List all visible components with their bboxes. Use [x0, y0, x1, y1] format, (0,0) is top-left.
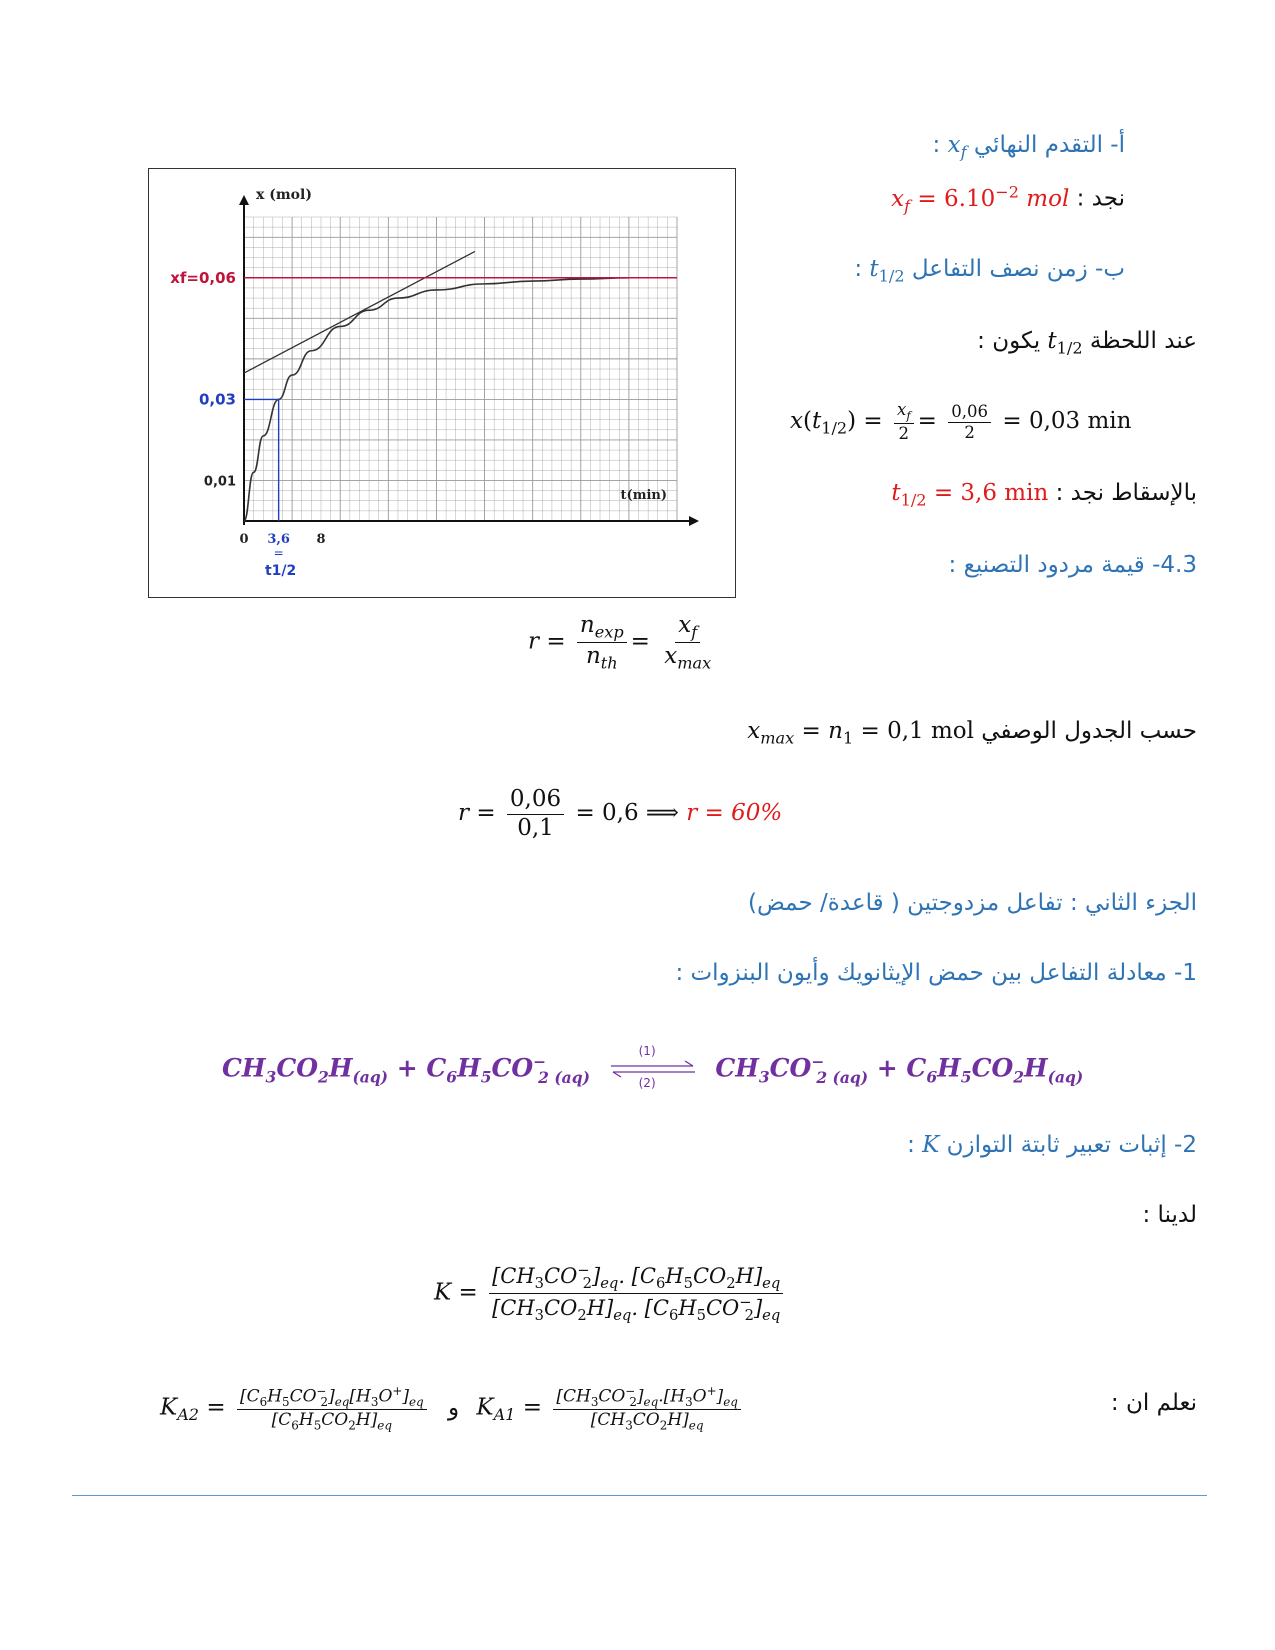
page-divider — [72, 1495, 1207, 1496]
xmax-expr: $x_{max} = n_1 = 0,1$ mol — [747, 718, 974, 748]
x-tick-label: 8 — [316, 532, 326, 547]
equilibrium-arrows: (1) (2) — [607, 1050, 699, 1090]
y-tick-label: xf=0,06 — [170, 268, 236, 287]
t-half-result: $t_{1/2} = 3,6$ min — [891, 480, 1049, 510]
find-label: نجد : — [1076, 185, 1125, 212]
we-have-label: لدينا : — [1142, 1202, 1197, 1228]
y-tick-label: 0,03 — [198, 390, 236, 409]
xmax-line: حسب الجدول الوصفي $x_{max} = n_1 = 0,1$ mol — [747, 718, 1197, 748]
y-axis-arrow-icon — [239, 195, 249, 205]
equals-mark: = — [273, 546, 284, 560]
reaction-equation: $CH_3CO_2H_{(aq)} + C_6H_5CO^-_{2 (aq)}$ (1) (2) $CH_3CO^-_{2 (aq)} + C_6H_5CO_2H_{(aq)}$ — [222, 1044, 1084, 1090]
part2-title: الجزء الثاني : تفاعل مزدوجتين ( قاعدة/ حمض) — [748, 890, 1197, 916]
x-half-equation: $x(t_{1/2})$ = $\frac{x_f}{2}$ = $\frac{0,06}{2}$ = 0,03 min — [790, 400, 1132, 444]
xf-result-line — [891, 182, 1125, 215]
q1-title: 1- معادلة التفاعل بين حمض الإيثانويك وأيون البنزوات : — [675, 960, 1197, 986]
chart-svg — [149, 169, 735, 597]
x-axis-label: t(min) — [620, 488, 667, 503]
xf-result: $x_f = 6.10^{-2}$ mol — [891, 182, 1070, 216]
y-axis-label: x (mol) — [256, 187, 312, 203]
section-a-title: أ- التقدم النهائي $x_f$ : — [932, 132, 1125, 162]
ka-expressions: $K_{A2}$ = $\frac{[C_6H_5CO^-_2]_{eq}[H_3O^+]_{eq}}{[C_6H_5CO_2H]_{eq}}$ و $K_{A1}$ = $\frac{[CH_3CO^-_2]_{eq}.[H_3O^+]_{eq}}{[CH_3CO_2H]_{eq}}$ — [160, 1384, 745, 1433]
we-know-label: نعلم ان : — [1110, 1390, 1197, 1416]
instant-line: عند اللحظة $t_{1/2}$ يكون : — [977, 328, 1197, 358]
t-half-label: t1/2 — [264, 563, 297, 579]
projection-line: بالإسقاط نجد : $t_{1/2} = 3,6$ min — [891, 480, 1197, 510]
x-axis-arrow-icon — [689, 516, 699, 526]
yield-calc: r = $\frac{0,06}{0,1}$ = 0,6 ⟹ r = 60% — [458, 786, 783, 841]
progress-chart — [148, 168, 736, 598]
section-b-title: ب- زمن نصف التفاعل $t_{1/2}$ : — [854, 256, 1125, 286]
yield-result: r = 60% — [686, 800, 783, 827]
q2-title: 2- إثبات تعبير ثابتة التوازن K : — [907, 1132, 1197, 1158]
x-tick-label: 0 — [239, 532, 249, 547]
x-tick-label: 3,6 — [267, 532, 290, 547]
y-tick-label: 0,01 — [203, 474, 236, 490]
k-expression: K = $\frac{[CH_3CO^-_2]_{eq}. [C_6H_5CO_2H]_{eq}}{[CH_3CO_2H]_{eq}. [C_6H_5CO^-_2]_{eq}}$ — [434, 1262, 787, 1325]
yield-formula: r = $\frac{n_{exp}}{n_{th}}$ = $\frac{x_f}{x_{max}}$ — [528, 612, 712, 673]
section-43-title: 4.3- قيمة مردود التصنيع : — [948, 552, 1197, 578]
